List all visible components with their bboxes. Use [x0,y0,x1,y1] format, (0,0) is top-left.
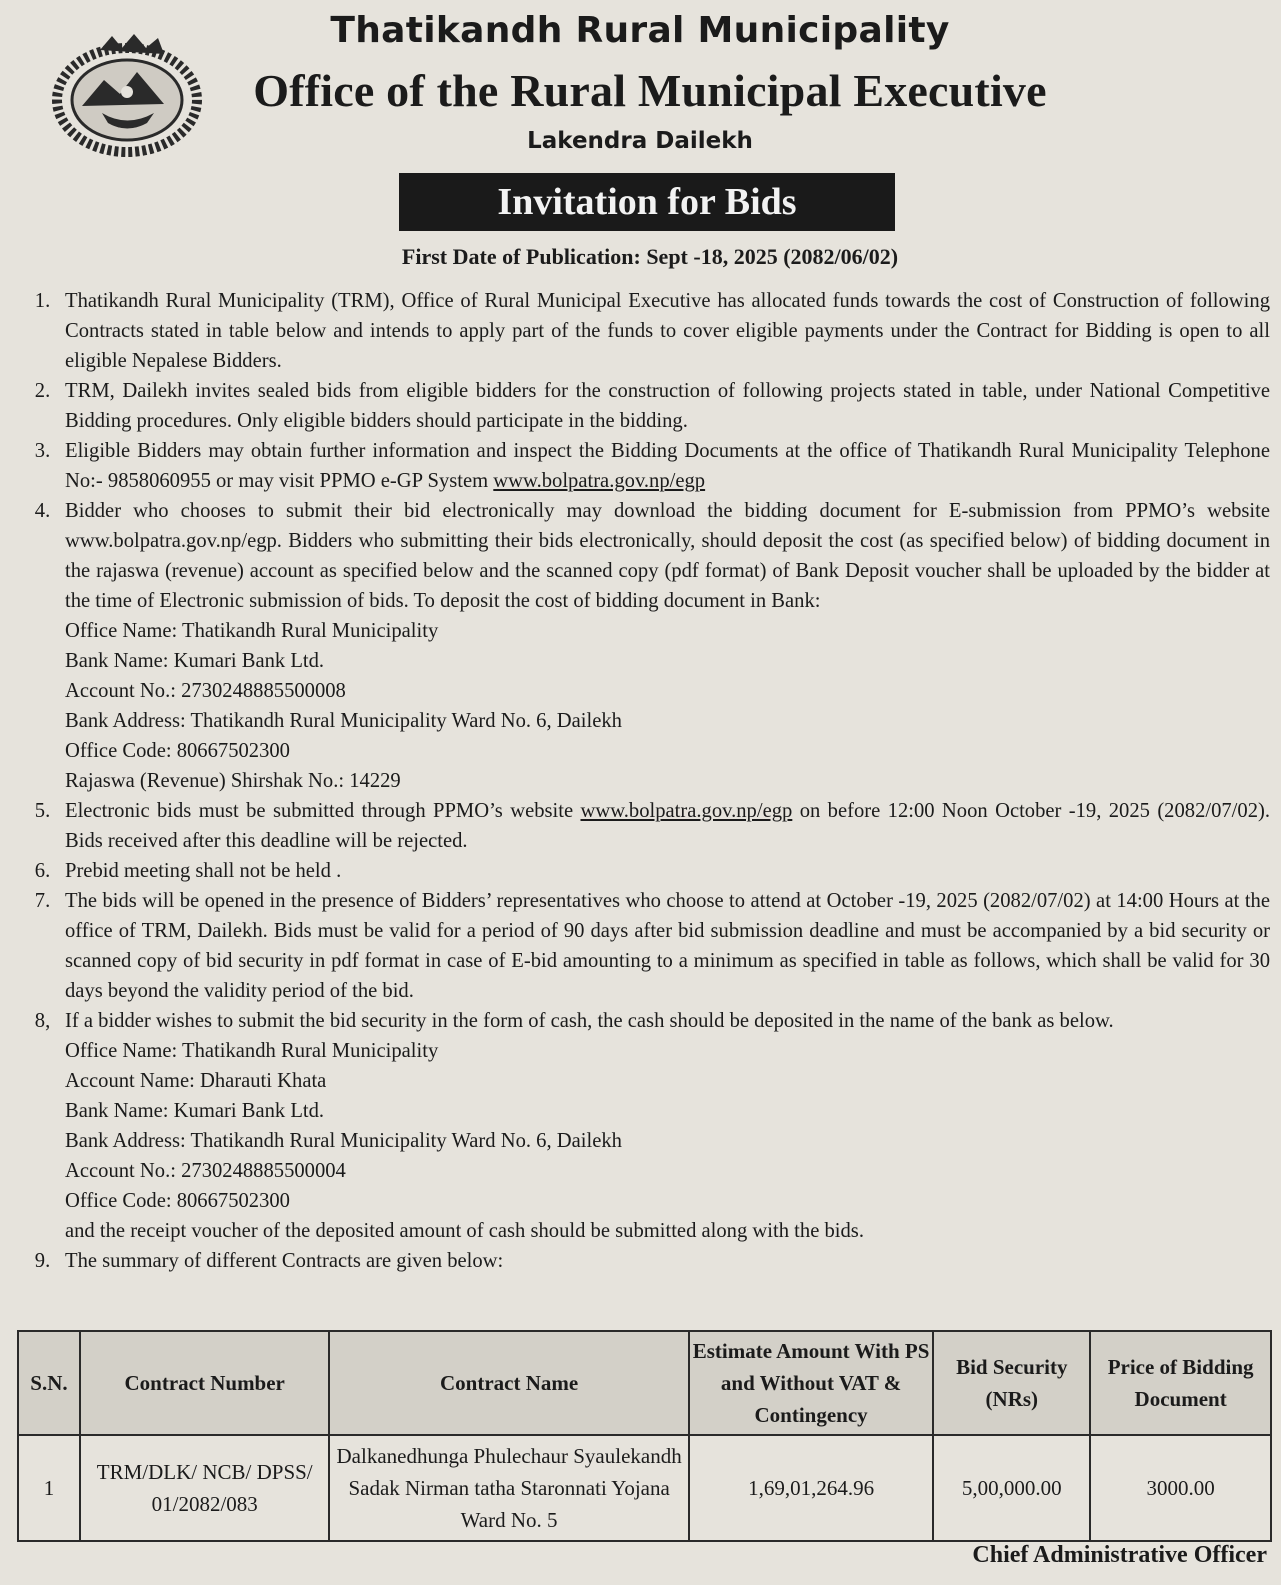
egp-link[interactable]: www.bolpatra.gov.np/egp [580,800,793,822]
table-header-row [18,1331,1271,1435]
item-text: If a bidder wishes to submit the bid security in the form of cash, the cash should be deposited in the name of the bank as below. [65,1010,1114,1032]
item-number: 4. [34,500,51,522]
bank1-office: Office Name: Thatikandh Rural Municipality [65,620,439,642]
office-title: Office of the Rural Municipal Executive [253,65,1047,116]
item-number: 7. [34,890,51,912]
egp-link[interactable]: www.bolpatra.gov.np/egp [493,470,706,492]
nepal-emblem-icon [42,28,212,163]
list-item-4 [20,496,1270,796]
list-item-6 [20,856,1270,886]
header-bid-security: Bid Security (NRs) [933,1331,1090,1435]
item-text: on before 12:00 Noon October -19, 2025 (2082/07/02). Bids received after this deadline will be rejected. [65,800,1271,852]
bank1-bank: Bank Name: Kumari Bank Ltd. [65,650,325,672]
list-item-5 [20,796,1270,856]
item-text: Thatikandh Rural Municipality (TRM), Office of Rural Municipal Executive has allocated funds towards the cost of Construction of following Contracts stated in table below and intends to apply part of the funds to cover eligible payments under the Contract for Bidding is open to all eligible Nepalese Bidders. [65,290,1270,372]
bank2-office-code: Office Code: 80667502300 [65,1190,290,1212]
header-document-price: Price of Bidding Document [1090,1331,1271,1435]
header-contract-number: Contract Number [80,1331,330,1435]
item-text: Electronic bids must be submitted through PPMO’s website [65,800,574,822]
item-number: 9. [34,1250,51,1272]
bank2-note: and the receipt voucher of the deposited amount of cash should be submitted along with the bids. [65,1220,864,1242]
item-number: 1. [34,290,51,312]
bank1-revenue: Rajaswa (Revenue) Shirshak No.: 14229 [65,770,401,792]
bank1-address: Bank Address: Thatikandh Rural Municipality Ward No. 6, Dailekh [65,710,622,732]
cell-contract-number: TRM/DLK/ NCB/ DPSS/ 01/2082/083 [80,1435,330,1541]
header-contract-name: Contract Name [329,1331,688,1435]
item-text: Prebid meeting shall not be held . [65,860,342,882]
item-text: Bidder who chooses to submit their bid electronically may download the bidding document for E-submission from PPMO’s website www.bolpatra.gov.np/egp. Bidders who submitting their bids electronically, should deposit the cost (as specified below) of bidding document in the rajaswa (revenue) account as specified below and the scanned copy (pdf format) of Bank Deposit voucher shall be uploaded by the bidder at the time of Electronic submission of bids. To deposit the cost of bidding document in Bank: [65,500,1270,612]
list-item-2 [20,376,1270,436]
bank2-account: Account No.: 2730248885500004 [65,1160,346,1182]
invitation-banner: Invitation for Bids [399,173,895,231]
municipality-title: Thatikandh Rural Municipality [330,10,950,51]
bank1-office-code: Office Code: 80667502300 [65,740,290,762]
cell-contract-name: Dalkanedhunga Phulechaur Syaulekandh Sadak Nirman tatha Staronnati Yojana Ward No. 5 [329,1435,688,1541]
item-number: 6. [34,860,51,882]
cell-bid-security: 5,00,000.00 [933,1435,1090,1541]
item-text: Eligible Bidders may obtain further information and inspect the Bidding Documents at the office of Thatikandh Rural Municipality Telephone No:- 9858060955 or may visit PPMO e-GP System [65,440,1270,492]
bank2-office: Office Name: Thatikandh Rural Municipality [65,1040,439,1062]
cell-sn: 1 [18,1435,80,1541]
bank1-account: Account No.: 2730248885500008 [65,680,346,702]
item-number: 3. [34,440,51,462]
list-item-1 [20,286,1270,376]
bank2-account-name: Account Name: Dharauti Khata [65,1070,327,1092]
bank2-bank: Bank Name: Kumari Bank Ltd. [65,1100,325,1122]
item-text: The bids will be opened in the presence of Bidders’ representatives who choose to attend at October -19, 2025 (2082/07/02) at 14:00 Hours at the office of TRM, Dailekh. Bids must be valid for a period of 90 days after bid submission deadline and must be accompanied by a bid security or scanned copy of bid security in pdf format in case of E-bid amounting to a minimum as specified in table as follows, which shall be valid for 30 days beyond the validity period of the bid. [65,890,1270,1002]
header-estimate-amount: Estimate Amount With PS and Without VAT & Contingency [689,1331,934,1435]
contracts-table [17,1330,1272,1542]
list-item-3 [20,436,1270,496]
notice-body [20,286,1270,1276]
item-number: 8, [34,1010,51,1032]
table-row [18,1435,1271,1541]
publication-date: First Date of Publication: Sept -18, 2025 (2082/06/02) [401,244,899,269]
list-item-8 [20,1006,1270,1246]
cell-estimate-amount: 1,69,01,264.96 [689,1435,934,1541]
item-number: 5. [34,800,51,822]
item-text: The summary of different Contracts are given below: [65,1250,504,1272]
list-item-7 [20,886,1270,1006]
bank2-address: Bank Address: Thatikandh Rural Municipality Ward No. 6, Dailekh [65,1130,622,1152]
signature-title: Chief Administrative Officer [972,1542,1267,1568]
header-sn: S.N. [18,1331,80,1435]
location-title: Lakendra Dailekh [527,128,753,154]
list-item-9 [20,1246,1270,1276]
cell-document-price: 3000.00 [1090,1435,1271,1541]
item-text: TRM, Dailekh invites sealed bids from eligible bidders for the construction of following projects stated in table, under National Competitive Bidding procedures. Only eligible bidders should participate in the bidding. [65,380,1270,432]
item-number: 2. [34,380,51,402]
